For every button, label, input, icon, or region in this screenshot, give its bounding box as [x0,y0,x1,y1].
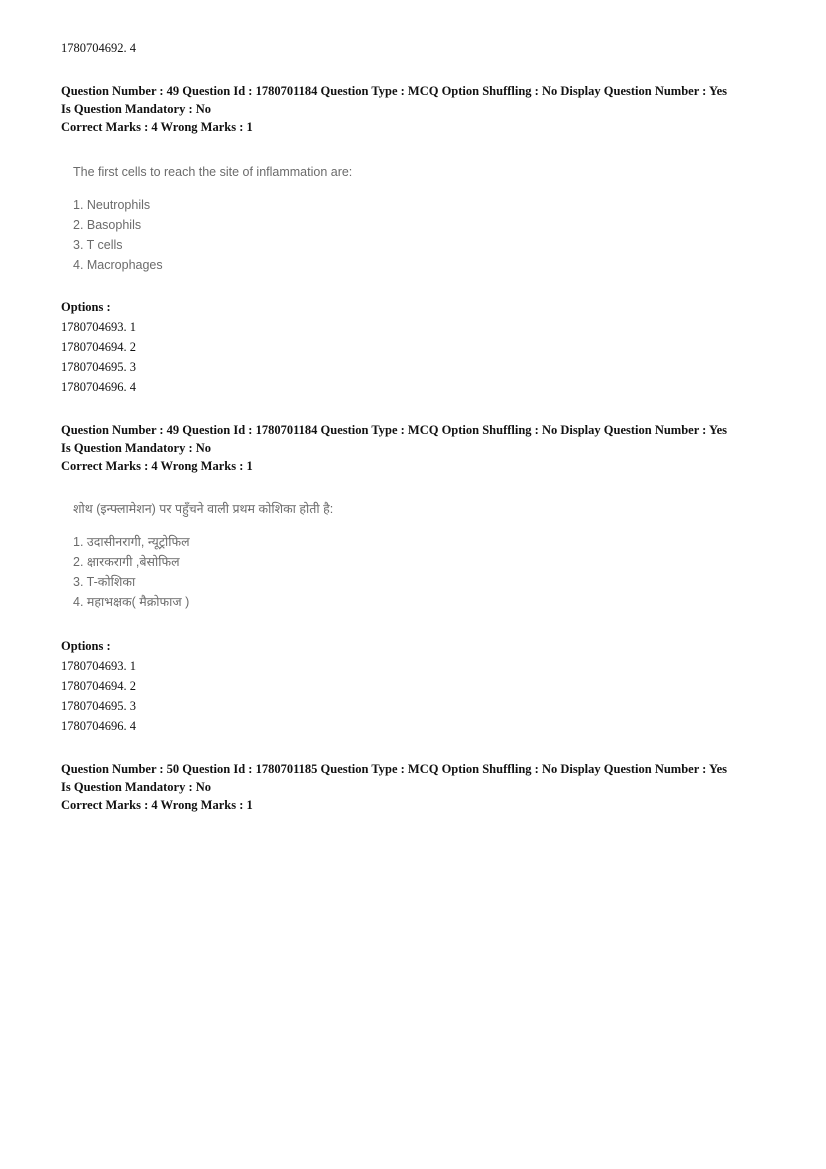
choice-item: 3. T-कोशिका [73,575,136,589]
question-stem: The first cells to reach the site of inflammation are: [73,165,353,179]
question-image-hi [73,500,333,612]
choice-item: 2. क्षारकरागी ,बेसोफिल [73,555,180,569]
option-item: 1780704696. 4 [61,380,136,394]
question-mandatory: Is Question Mandatory : No [61,102,212,116]
question-header: Question Number : 49 Question Id : 1780701184 Question Type : MCQ Option Shuffling : No Display Question Number : Yes [61,423,728,437]
option-item: 1780704693. 1 [61,659,136,673]
option-item: 1780704694. 2 [61,679,136,693]
choice-item: 1. उदासीनरागी, न्यूट्रोफिल [73,535,190,549]
options-block-en [61,298,136,396]
question-marks: Correct Marks : 4 Wrong Marks : 1 [61,798,253,812]
choice-item: 1. Neutrophils [73,198,151,212]
question-block-49-hi [61,421,727,475]
question-header: Question Number : 50 Question Id : 1780701185 Question Type : MCQ Option Shuffling : No Display Question Number : Yes [61,762,728,776]
option-item: 1780704694. 2 [61,340,136,354]
question-block-49-en [61,82,727,136]
choice-item: 2. Basophils [73,218,142,232]
question-mandatory: Is Question Mandatory : No [61,441,212,455]
question-stem: शोथ (इन्फ्लामेशन) पर पहुँचने वाली प्रथम कोशिका होती है: [73,502,334,516]
option-item: 1780704695. 3 [61,360,136,374]
option-item: 1780704696. 4 [61,719,136,733]
previous-option-line: 1780704692. 4 [61,41,136,55]
question-mandatory: Is Question Mandatory : No [61,780,212,794]
option-item: 1780704695. 3 [61,699,136,713]
question-marks: Correct Marks : 4 Wrong Marks : 1 [61,120,253,134]
options-label: Options : [61,639,111,653]
options-block-hi [61,637,136,735]
choice-item: 4. महाभक्षक( मैक्रोफाज ) [73,595,190,609]
question-block-50 [61,760,727,814]
choice-item: 3. T cells [73,238,123,252]
options-label: Options : [61,300,111,314]
question-marks: Correct Marks : 4 Wrong Marks : 1 [61,459,253,473]
question-header: Question Number : 49 Question Id : 1780701184 Question Type : MCQ Option Shuffling : No Display Question Number : Yes [61,84,728,98]
choice-item: 4. Macrophages [73,258,163,272]
option-item: 1780704693. 1 [61,320,136,334]
question-image-en [73,163,352,275]
